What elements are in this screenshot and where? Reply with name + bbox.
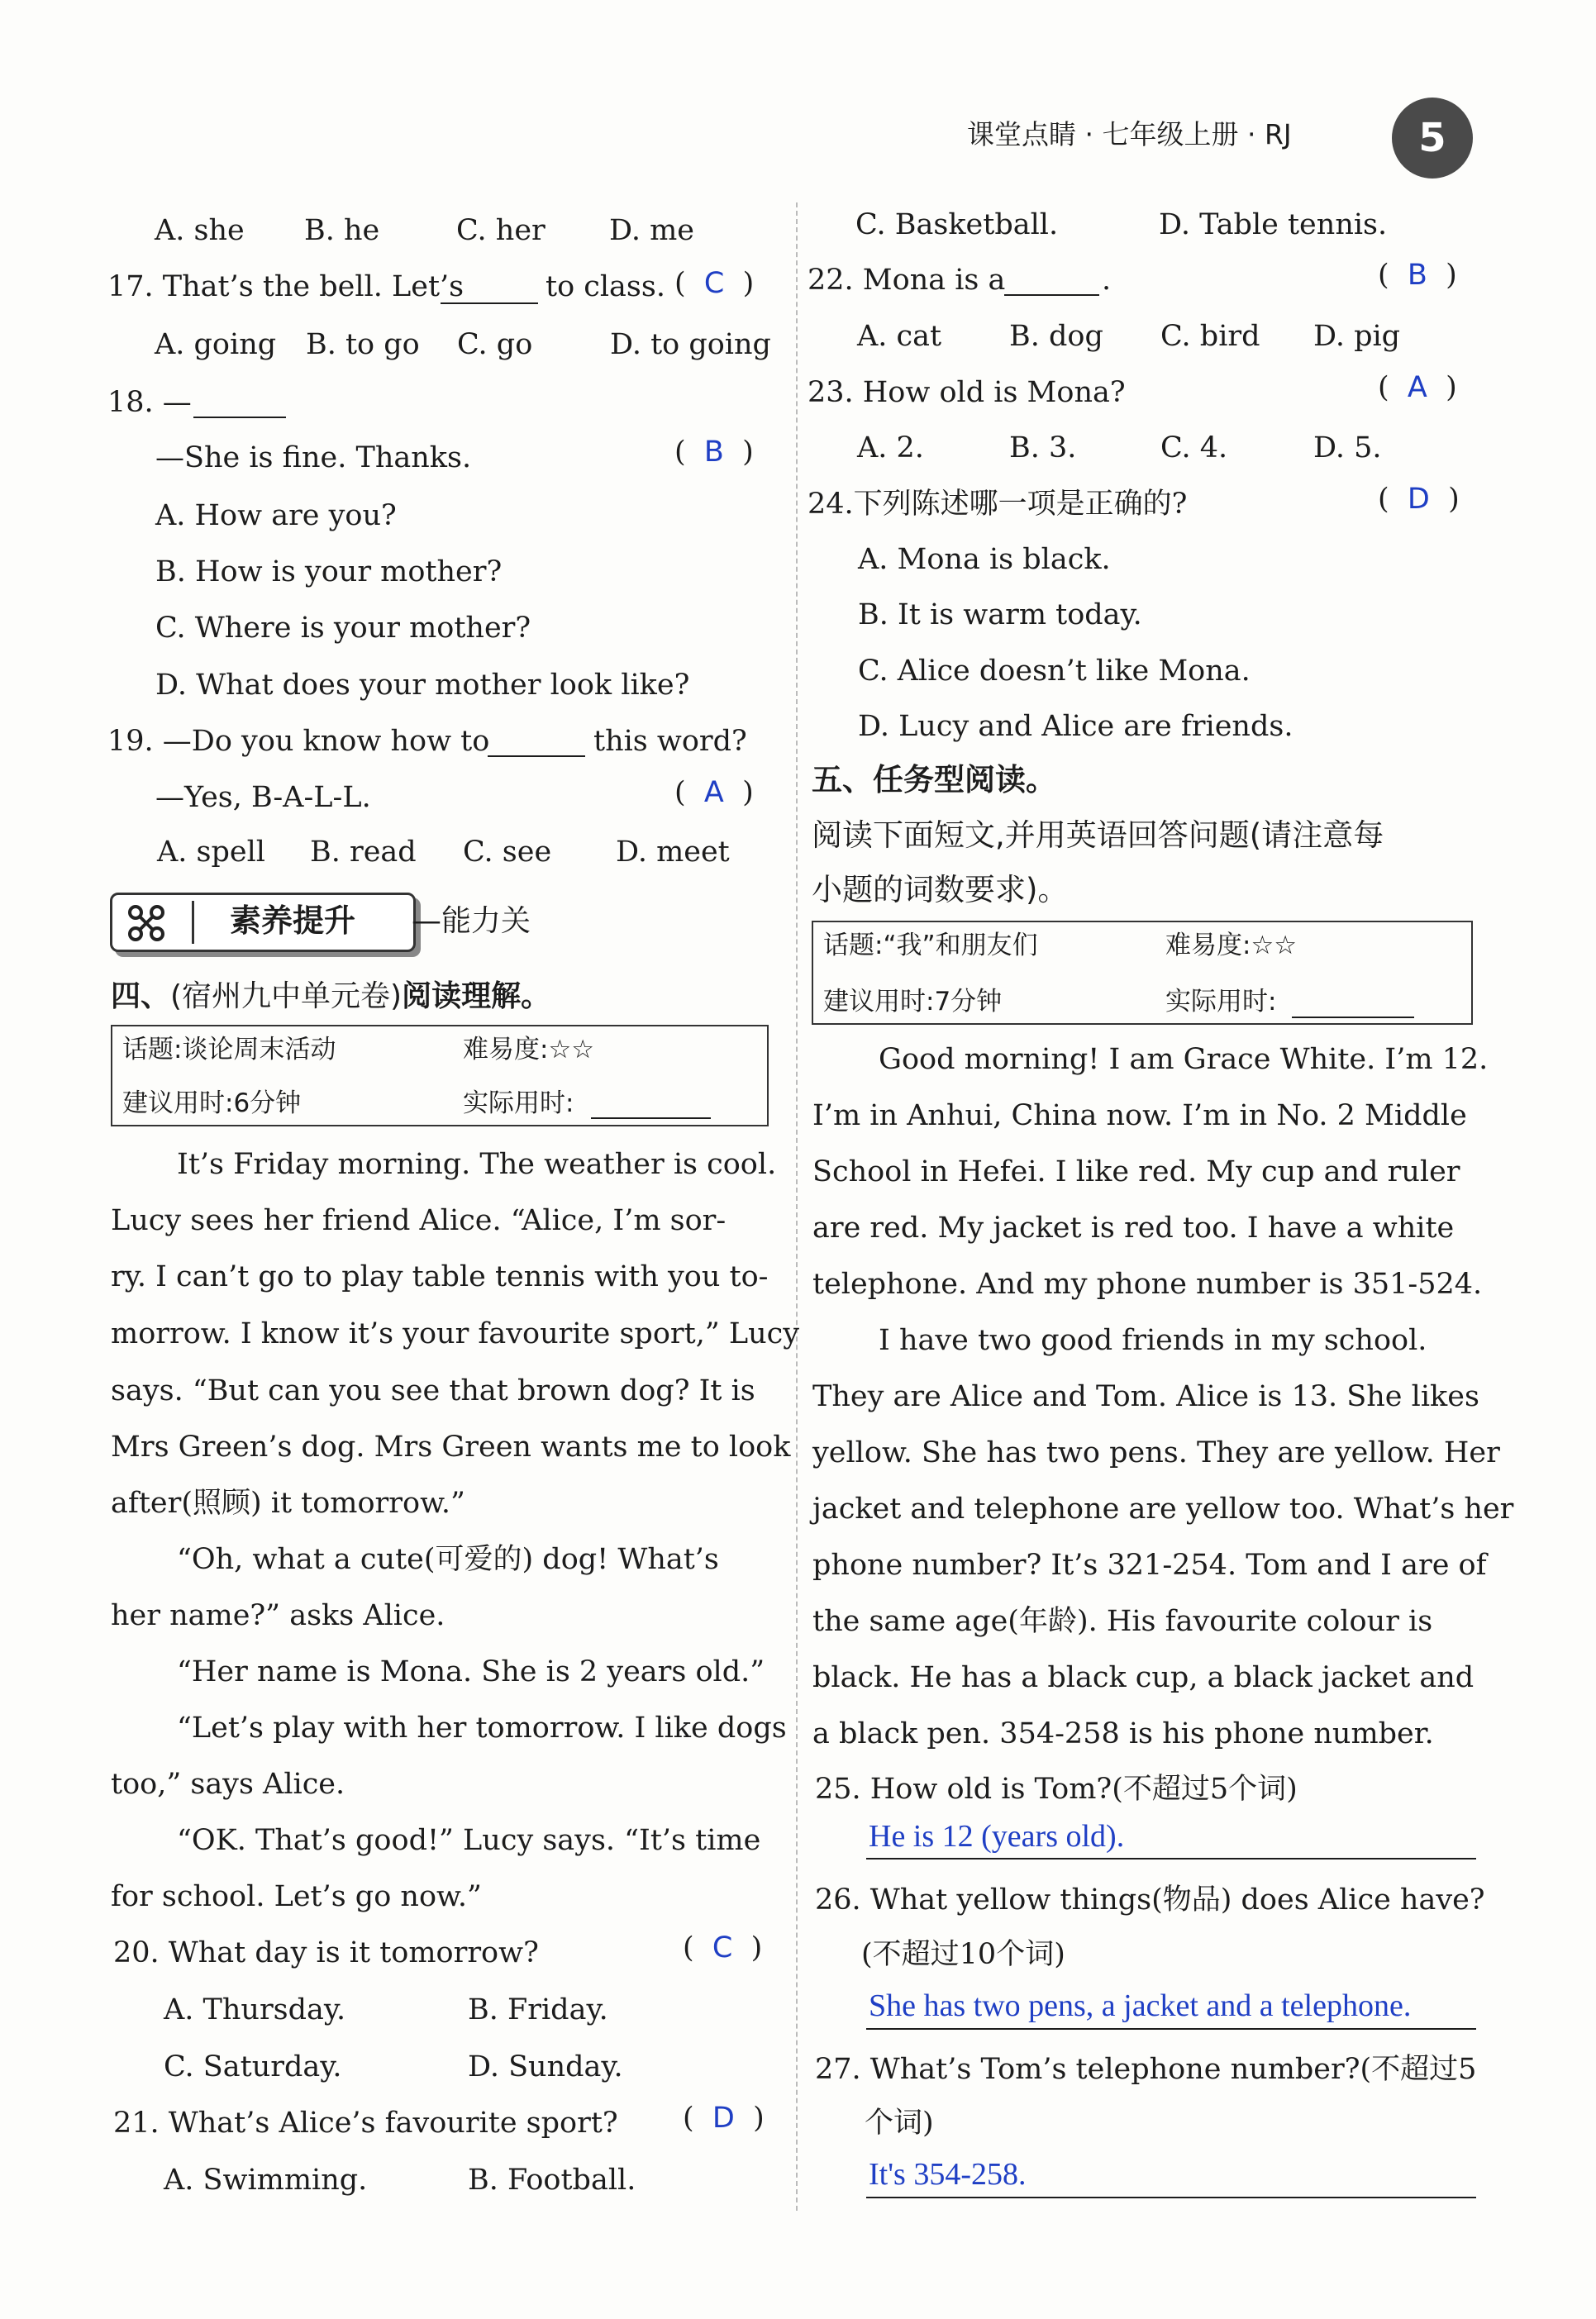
section5-actual-time-blank [1292,1017,1414,1018]
section5-instruction: 阅读下面短文,并用英语回答问题(请注意每 [812,817,1384,853]
section4-heading [111,979,551,1013]
section4-number: 四、 [111,979,171,1013]
passage4-line: morrow. I know it’s your favourite sport,” Lucy [111,1317,799,1350]
q21-option-d: D. Table tennis. [1159,208,1388,241]
q23-answer-bracket: ( A ) [1378,371,1457,404]
molecule-icon [126,902,167,944]
q21-stem: 21. What’s Alice’s favourite sport? [113,2107,618,2140]
q17-option-d: D. to going [610,328,771,361]
q23-option-a: A. 2. [857,431,924,464]
q24-answer-bracket: ( D ) [1378,483,1460,516]
section5-topic: 话题:“我”和朋友们 [823,931,1038,960]
section4-topic: 话题:谈论周末活动 [122,1035,336,1064]
q23-stem: 23. How old is Mona? [808,376,1126,409]
q16-option-c: C. her [456,214,545,247]
q19-option-b: B. read [310,836,417,869]
q20-option-c: C. Saturday. [164,2050,342,2083]
section4-actual-time: 实际用时: [463,1088,574,1118]
section4-source: (宿州九中单元卷) [170,979,403,1013]
q24-option-c: C. Alice doesn’t like Mona. [858,655,1251,688]
q27-written-answer: It's 354-258. [869,2157,1027,2192]
page-number: 5 [1392,98,1473,179]
section4-suggested-time: 建议用时:6分钟 [122,1088,302,1118]
passage5-line: Good morning! I am Grace White. I’m 12. [879,1043,1489,1076]
running-header: 课堂点睛 · 七年级上册 · RJ [967,118,1292,150]
section4-difficulty: 难易度:☆☆ [463,1035,595,1064]
passage4-line: “Let’s play with her tomorrow. I like dogs [177,1712,787,1745]
passage4-line: says. “But can you see that brown dog? It is [111,1374,755,1407]
q26-stem: 26. What yellow things(物品) does Alice have? [815,1883,1485,1917]
passage5-line: yellow. She has two pens. They are yellow. Her [812,1436,1500,1469]
q21-option-a: A. Swimming. [164,2164,368,2197]
q17-option-c: C. go [457,328,533,361]
q26-answer-line [866,2028,1476,2030]
section5-difficulty: 难易度:☆☆ [1165,931,1298,960]
section-banner-suffix: —能力关 [412,904,531,938]
passage4-line: for school. Let’s go now.” [111,1880,482,1913]
q20-option-d: D. Sunday. [468,2050,623,2083]
passage5-line: I’m in Anhui, China now. I’m in No. 2 Middle [812,1099,1467,1132]
passage5-line: telephone. And my phone number is 351-524. [812,1268,1483,1301]
q17-option-a: A. going [155,328,277,361]
q20-option-a: A. Thursday. [164,1993,346,2026]
passage5-line: black. He has a black cup, a black jacket and [812,1661,1475,1694]
q20-stem: 20. What day is it tomorrow? [113,1936,539,1969]
q22-stem: 22. Mona is a [808,264,1006,297]
section5-heading: 五、任务型阅读。 [812,762,1056,798]
q16-option-d: D. me [609,214,694,247]
q22-answer: B [1407,259,1427,292]
q21-option-b: B. Football. [468,2164,636,2197]
q21-option-c: C. Basketball. [855,208,1059,241]
q20-option-b: B. Friday. [468,1993,608,2026]
q18-stem: 18. — [107,386,192,419]
passage5-line: a black pen. 354-258 is his phone number. [812,1717,1434,1750]
q17-stem: 17. That’s the bell. Let’s [107,270,465,303]
q19-stem: 19. —Do you know how to [107,725,490,758]
section5-actual-time: 实际用时: [1165,987,1277,1017]
q18-blank [193,417,286,418]
section4-actual-time-blank [591,1117,711,1119]
q24-option-a: A. Mona is black. [858,543,1111,576]
passage4-line: ry. I can’t go to play table tennis with you to- [111,1260,769,1293]
section4-title: 阅读理解。 [402,979,551,1013]
passage4-line: “Her name is Mona. She is 2 years old.” [177,1655,765,1688]
q18-answer: B [703,436,724,469]
passage5-line: I have two good friends in my school. [879,1324,1427,1357]
q17-answer-bracket: ( C ) [674,267,755,300]
section-banner-title: 素养提升 [230,902,356,939]
q20-answer-bracket: ( C ) [683,1931,763,1964]
section5-suggested-time: 建议用时:7分钟 [823,987,1003,1017]
passage4-line: “Oh, what a cute(可爱的) dog! What’s [177,1543,719,1576]
q23-option-c: C. 4. [1160,431,1228,464]
passage4-line: her name?” asks Alice. [111,1599,445,1632]
passage4-line: too,” says Alice. [111,1768,345,1801]
passage4-line: It’s Friday morning. The weather is cool. [177,1148,777,1181]
passage4-line: after(照顾) it tomorrow.” [111,1487,465,1520]
passage5-line: jacket and telephone are yellow too. What’s her [812,1493,1514,1526]
q22-option-a: A. cat [857,320,942,353]
q16-option-a: A. she [155,214,245,247]
q20-answer: C [712,1931,733,1964]
q18-answer-bracket: ( B ) [674,436,754,469]
q22-option-d: D. pig [1313,320,1401,353]
q17-blank [441,302,538,304]
q24-option-b: B. It is warm today. [858,598,1142,631]
q19-option-a: A. spell [157,836,265,869]
q19-answer: A [703,776,724,809]
q25-answer-line [866,1858,1476,1859]
q26-written-answer: She has two pens, a jacket and a telephone. [869,1988,1412,2023]
q26-word-limit: (不超过10个词) [861,1938,1065,1971]
section-banner-divider [192,901,194,944]
q25-written-answer: He is 12 (years old). [869,1819,1125,1854]
passage5-line: phone number? It’s 321-254. Tom and I are of [812,1549,1487,1582]
q25-stem: 25. How old is Tom?(不超过5个词) [815,1773,1298,1806]
passage5-line: the same age(年龄). His favourite colour is [812,1605,1433,1638]
q19-blank [488,755,585,757]
q18-option-b: B. How is your mother? [155,555,503,588]
q21-answer: D [712,2102,735,2135]
q19-stem-end: this word? [593,725,747,758]
q19-reply: —Yes, B-A-L-L. [155,781,371,814]
q18-option-c: C. Where is your mother? [155,612,531,645]
q22-option-c: C. bird [1160,320,1260,353]
passage5-line: School in Hefei. I like red. My cup and ruler [812,1155,1460,1188]
q19-option-c: C. see [463,836,552,869]
q17-stem-end: to class. [545,270,665,303]
passage4-line: “OK. That’s good!” Lucy says. “It’s time [177,1824,761,1857]
column-separator [796,202,798,2211]
q19-answer-bracket: ( A ) [674,776,754,809]
q24-option-d: D. Lucy and Alice are friends. [858,710,1293,743]
q17-option-b: B. to go [306,328,420,361]
passage5-line: are red. My jacket is red too. I have a white [812,1212,1455,1245]
passage4-line: Mrs Green’s dog. Mrs Green wants me to look [111,1431,791,1464]
q23-answer: A [1407,371,1427,404]
passage5-line: They are Alice and Tom. Alice is 13. She likes [812,1380,1479,1413]
section5-instruction: 小题的词数要求)。 [812,872,1069,907]
q23-option-b: B. 3. [1009,431,1077,464]
q18-option-d: D. What does your mother look like? [155,669,690,702]
q19-option-d: D. meet [616,836,730,869]
q18-option-a: A. How are you? [155,499,397,532]
passage4-line: Lucy sees her friend Alice. “Alice, I’m sor- [111,1204,727,1237]
q27-stem: 27. What’s Tom’s telephone number?(不超过5 [815,2053,1477,2086]
q24-answer: D [1407,483,1430,516]
q27-word-limit: 个词) [865,2107,934,2140]
q27-answer-line [866,2197,1476,2198]
q21-answer-bracket: ( D ) [683,2102,765,2135]
q16-option-b: B. he [304,214,380,247]
q22-stem-end: . [1102,264,1112,297]
q24-stem: 24.下列陈述哪一项是正确的? [808,488,1188,521]
q22-blank [1004,294,1099,296]
q18-reply: —She is fine. Thanks. [155,441,472,474]
q17-answer: C [703,267,725,300]
q23-option-d: D. 5. [1313,431,1382,464]
q22-answer-bracket: ( B ) [1378,259,1457,292]
q22-option-b: B. dog [1009,320,1103,353]
